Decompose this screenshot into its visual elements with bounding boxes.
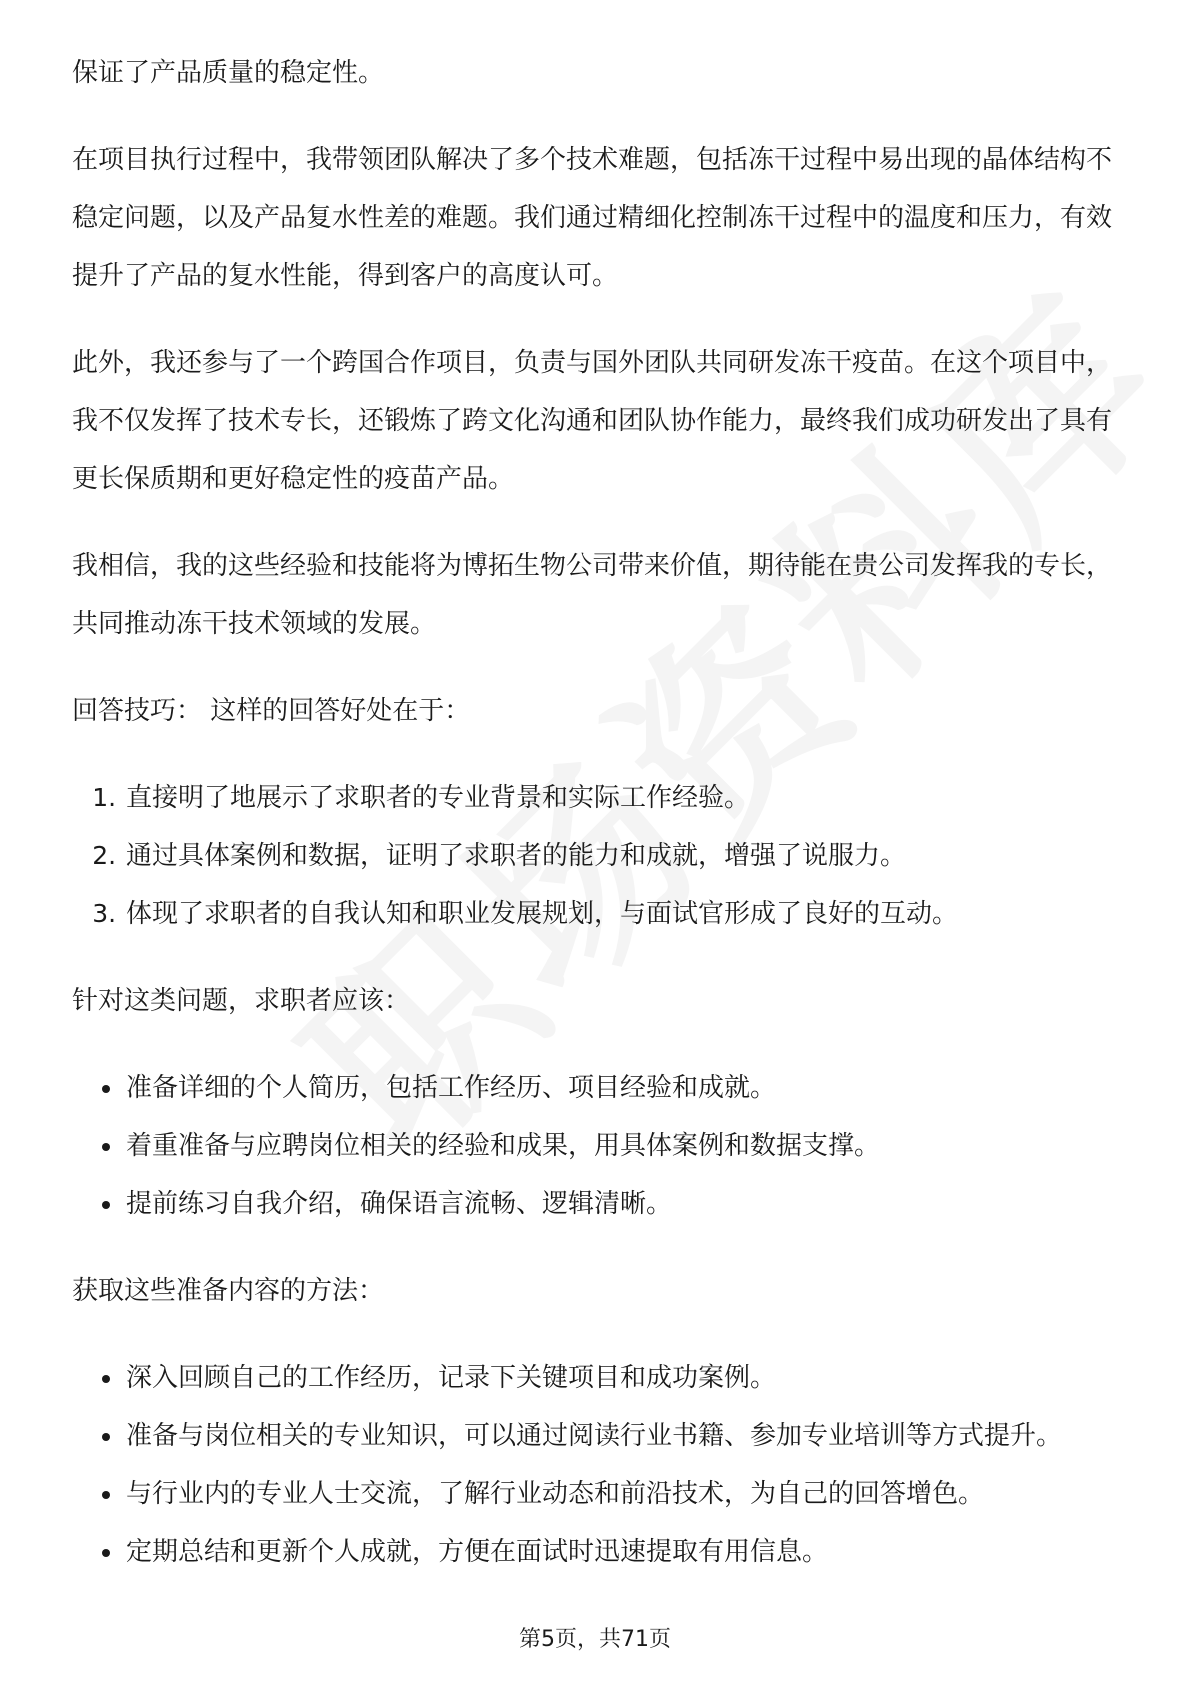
paragraph-project-execution: 在项目执行过程中，我带领团队解决了多个技术难题，包括冻干过程中易出现的晶体结构不稳定问题，以及产品复水性差的难题。我们通过精细化控制冻干过程中的温度和压力，有效提升了产品的复水性能，得到客户的高度认可。 [72, 145, 1113, 291]
document-body [72, 44, 1118, 1610]
list-item: • 准备与岗位相关的专业知识，可以通过阅读行业书籍、参加专业培训等方式提升。 [124, 1407, 1118, 1465]
page-number: 第5页，共71页 [519, 1627, 671, 1652]
paragraph-international-project: 此外，我还参与了一个跨国合作项目，负责与国外团队共同研发冻干疫苗。在这个项目中，我不仅发挥了技术专长，还锻炼了跨文化沟通和团队协作能力，最终我们成功研发出了具有更长保质期和更好稳定性的疫苗产品。 [72, 348, 1113, 494]
list-item: • 提前练习自我介绍，确保语言流畅、逻辑清晰。 [124, 1175, 1118, 1233]
list-item: 1. 直接明了地展示了求职者的专业背景和实际工作经验。 [124, 769, 1118, 827]
tips-list [72, 769, 1118, 943]
paragraph-closing-statement: 我相信，我的这些经验和技能将为博拓生物公司带来价值，期待能在贵公司发挥我的专长，共同推动冻干技术领域的发展。 [72, 551, 1113, 639]
list-item: • 着重准备与应聘岗位相关的经验和成果，用具体案例和数据支撑。 [124, 1117, 1118, 1175]
advice-list [72, 1059, 1118, 1233]
list-item: • 准备详细的个人简历，包括工作经历、项目经验和成就。 [124, 1059, 1118, 1117]
tips-heading: 回答技巧： 这样的回答好处在于： [72, 696, 471, 726]
paragraph-continuation: 保证了产品质量的稳定性。 [72, 58, 385, 88]
list-item: • 深入回顾自己的工作经历，记录下关键项目和成功案例。 [124, 1349, 1118, 1407]
advice-heading: 针对这类问题，求职者应该： [72, 986, 411, 1016]
list-item: • 与行业内的专业人士交流，了解行业动态和前沿技术，为自己的回答增色。 [124, 1465, 1118, 1523]
method-list [72, 1349, 1118, 1581]
list-item: • 定期总结和更新个人成就，方便在面试时迅速提取有用信息。 [124, 1523, 1118, 1581]
list-item: 3. 体现了求职者的自我认知和职业发展规划，与面试官形成了良好的互动。 [124, 885, 1118, 943]
method-heading: 获取这些准备内容的方法： [72, 1276, 385, 1306]
list-item: 2. 通过具体案例和数据，证明了求职者的能力和成就，增强了说服力。 [124, 827, 1118, 885]
